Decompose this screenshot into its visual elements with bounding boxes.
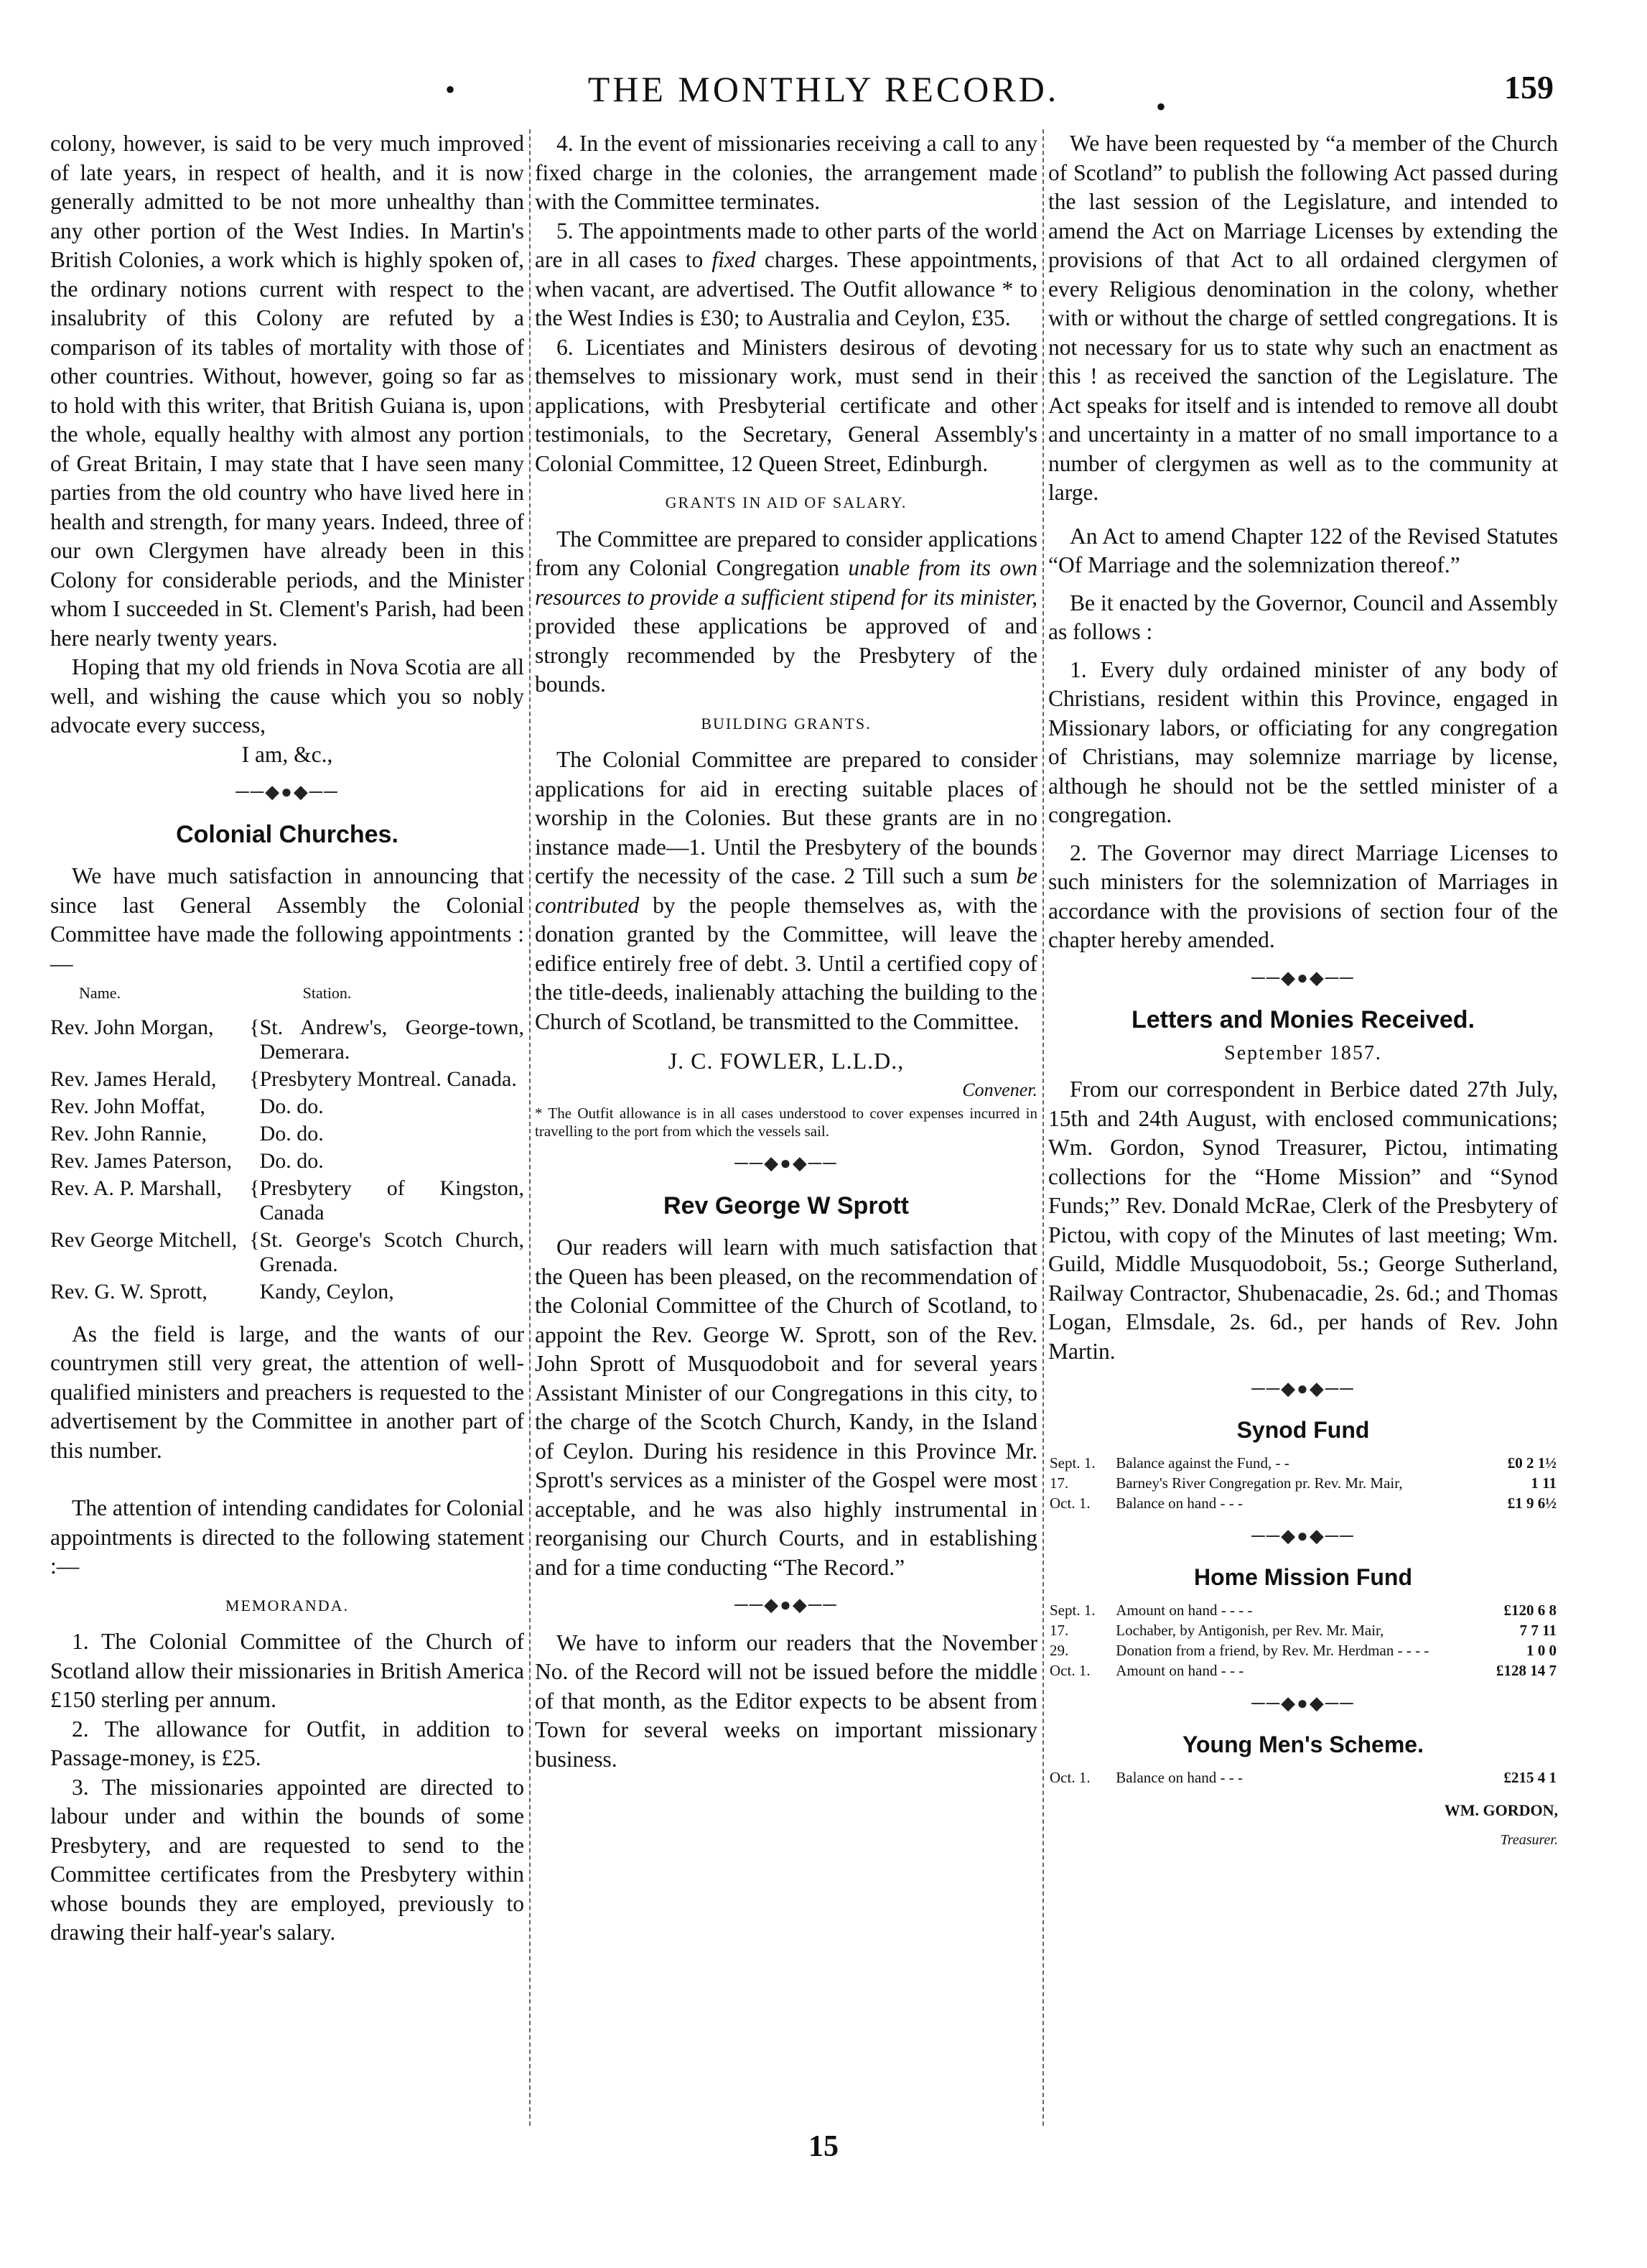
fund-row [1048,1660,1558,1681]
treasurer-role: Treasurer. [1500,1831,1558,1848]
home-mission-table [1048,1600,1558,1681]
appointment-station: St. Andrew's, George-town, Demerara. [259,1015,524,1064]
field-paragraph: As the field is large, and the wants of our countrymen still very great, the attention of well-qualified ministers and preachers is requested to the advertisement by the Committee in another part of this number. [50,1321,524,1463]
colonial-churches-title: Colonial Churches. [176,820,398,848]
fund-row [1048,1493,1558,1513]
appointment-row [50,1227,524,1278]
letter-paragraph-1: colony, however, is said to be very much improved of late years, in respect of health, and it is now generally admitted to be not more unhealthy than any other portion of the West Indies. In Martin's British Colonies, a work which is highly spoken of, the ordinary notions current with respect to the insalubrity of this Colony are refuted by a comparison of its tables of mortality with those of other countries. Without, however, going so far as to hold with this writer, that British Guiana is, upon the whole, equally healthy with almost any portion of Great Britain, I may state that I have seen many parties from the old country who have lived here in health and strength, for many years. Indeed, three of our own Clergymen have already been in this Colony for considerable periods, and the Minister whom I succeeded in St. Clement's Parish, had been here nearly twenty years. [50,131,524,651]
fund-date: 29. [1050,1642,1069,1659]
column-rule-1 [529,129,531,2126]
fund-description: Balance on hand - - - [1116,1769,1243,1786]
column-2 [535,129,1037,1774]
fund-row [1048,1640,1558,1660]
brace-mark: { [249,1176,260,1200]
fund-description: Balance on hand - - - [1116,1495,1243,1512]
building-grants-title: BUILDING GRANTS. [701,714,872,733]
grants-salary-title: GRANTS IN AID OF SALARY. [665,493,908,511]
convener-role: Convener. [962,1079,1037,1100]
fund-date: Oct. 1. [1050,1662,1091,1679]
brace-mark [249,1093,259,1120]
young-mens-title: Young Men's Scheme. [1182,1731,1424,1757]
ornament-divider: ──◆●◆── [235,781,339,802]
appointment-station: Do. do. [259,1148,324,1173]
fund-date: 17. [1050,1474,1069,1492]
page-header [0,68,1647,123]
appointment-name: Rev. John Morgan, [50,1015,214,1039]
fund-amount: 1 11 [1531,1474,1557,1492]
memorandum-4: 4. In the event of missionaries receiving a call to any fixed charge in the colonies, the arrangement made with the Committee terminates. [535,131,1037,214]
appointment-station: Presbytery Montreal. Canada. [259,1066,517,1091]
brace-mark: { [249,1066,260,1091]
letter-paragraph-2: Hoping that my old friends in Nova Scotia are all well, and wishing the cause which you so nobly advocate every success, [50,654,524,738]
appointment-station: Presbytery of Kingston, Canada [259,1176,524,1224]
page-number: 159 [1504,69,1554,106]
appointment-name: Rev George Mitchell, [50,1227,238,1252]
appointment-station: Kandy, Ceylon, [259,1279,394,1303]
signature-mark: 15 [808,2130,839,2163]
building-grants-paragraph: The Colonial Committee are prepared to consider applications for aid in erecting suitable places of worship in the Colonies. But these grants are in no instance made—1. Until the Presbytery of the bounds certify the necessity of the case. 2 Till such a sum be contributed by the people themselves as, with the donation granted by the Committee, will leave the edifice entirely free of debt. 3. Until a certified copy of the title-deeds, inalienably attaching the building to the Church of Scotland, be transmitted to the Committee. [535,747,1037,1034]
memorandum-2: 2. The allowance for Outfit, in addition to Passage-money, is £25. [50,1716,524,1770]
fund-date: 17. [1050,1622,1069,1639]
fund-amount: £215 4 1 [1503,1769,1557,1786]
appointment-station: Do. do. [259,1121,324,1145]
memoranda-title: MEMORANDA. [225,1596,350,1614]
grants-salary-paragraph: The Committee are prepared to consider applications from any Colonial Congregation unable from its own resources to provide a sufficient stipend for its minister, provided these applications be approved of and strongly recommended by the Presbytery of the bounds. [535,526,1037,697]
appointment-row [50,1093,524,1120]
act-section-1: 1. Every duly ordained minister of any body of Christians, resident within this Province, engaged in Missionary labors, or officiating for any congregation of Christians, may solemnize marriage by license, although he should not be the settled minister of a congregation. [1048,656,1558,827]
column-1 [50,129,524,1948]
memorandum-3: 3. The missionaries appointed are directed to labour under and within the bounds of some Presbytery, and are requested to send to the Committee certificates from the Presbytery within whose bounds they are employed, previously to drawing their half-year's salary. [50,1774,524,1945]
fund-amount: £1 9 6½ [1507,1495,1557,1512]
outfit-footnote: * The Outfit allowance is in all cases understood to cover expenses incurred in travelling to the port from which the vessels sail. [535,1105,1037,1140]
appointment-row [50,1148,524,1175]
fund-row [1048,1453,1558,1473]
brace-mark [249,1278,259,1306]
fund-date: Sept. 1. [1050,1602,1096,1619]
appointments-header-station: Station. [302,984,352,1002]
memorandum-1: 1. The Colonial Committee of the Church of Scotland allow their missionaries in British America £150 sterling per annum. [50,1629,524,1712]
appointment-row [50,1120,524,1148]
fund-description: Lochaber, by Antigonish, per Rev. Mr. Mair, [1116,1622,1384,1639]
fund-amount: 7 7 11 [1519,1622,1557,1639]
fund-description: Amount on hand - - - [1116,1662,1244,1679]
appointment-station: St. George's Scotch Church, Grenada. [259,1227,524,1276]
fund-row [1048,1473,1558,1493]
fund-description: Donation from a friend, by Rev. Mr. Herdman - - - - [1116,1642,1429,1659]
brace-mark [249,1148,259,1175]
fund-amount: £120 6 8 [1503,1602,1557,1619]
letters-month: September 1857. [1224,1041,1382,1064]
fund-date: Sept. 1. [1050,1454,1096,1472]
synod-fund-title: Synod Fund [1236,1416,1370,1443]
brace-mark: { [249,1015,260,1039]
young-mens-table [1048,1767,1558,1788]
appointment-row [50,1175,524,1227]
fund-description: Barney's River Congregation pr. Rev. Mr. Mair, [1116,1474,1403,1492]
appointment-name: Rev. James Paterson, [50,1148,233,1173]
appointments-header-name: Name. [79,984,121,1002]
fund-date: Oct. 1. [1050,1495,1091,1512]
fund-row [1048,1600,1558,1620]
appointment-row [50,1278,524,1306]
memorandum-6: 6. Licentiates and Ministers desirous of devoting themselves to missionary work, must send in their applications, with Presbyterial certificate and other testimonials, to the Secretary, General Assembly's Colonial Committee, 12 Queen Street, Edinburgh. [535,334,1037,476]
memorandum-5: 5. The appointments made to other parts of the world are in all cases to fixed charges. These appointments, when vacant, are advertised. The Outfit allowance * to the West Indies is £30; to Australia and Ceylon, £35. [535,218,1037,330]
appointment-name: Rev. A. P. Marshall, [50,1176,222,1200]
fund-amount: 1 0 0 [1526,1642,1557,1659]
ornament-divider: ──◆●◆── [734,1594,838,1615]
brace-mark [249,1120,259,1148]
fund-row [1048,1767,1558,1788]
column-3 [1048,129,1558,1854]
letters-monies-title: Letters and Monies Received. [1131,1006,1475,1033]
notice-paragraph: We have to inform our readers that the November No. of the Record will not be issued before the middle of that month, as the Editor expects to be absent from Town for several weeks on important missionary business. [535,1630,1037,1772]
brace-mark: { [249,1227,260,1252]
act-section-2: 2. The Governor may direct Marriage Licenses to such ministers for the solemnization of Marriages in accordance with the provisions of section four of the chapter hereby amended. [1048,840,1558,952]
appointment-name: Rev. John Rannie, [50,1121,207,1145]
synod-fund-table [1048,1453,1558,1513]
letter-closing: I am, &c., [241,741,333,767]
fund-date: Oct. 1. [1050,1769,1091,1786]
column-rule-2 [1042,129,1044,2126]
act-enactment: Be it enacted by the Governor, Council and Assembly as follows : [1048,590,1558,644]
ornament-divider: ──◆●◆── [734,1153,838,1173]
appointment-name: Rev. John Moffat, [50,1094,205,1118]
appointment-name: Rev. G. W. Sprott, [50,1279,207,1303]
appointment-name: Rev. James Herald, [50,1066,217,1091]
sprott-title: Rev George W Sprott [663,1191,909,1219]
fund-description: Balance against the Fund, - - [1116,1454,1289,1472]
running-title: THE MONTHLY RECORD. [587,69,1060,109]
fund-description: Amount on hand - - - - [1116,1602,1253,1619]
act-intro-paragraph: We have been requested by “a member of the Church of Scotland” to publish the following Act passed during the last session of the Legislature, and intended to amend the Act on Marriage Licenses by extending the provisions of that Act to all ordained clergymen of every Religious denomination in the colony, whether with or without the charge of settled congregations. It is not necessary for us to state why such an enactment as this ! as received the sanction of the Legislature. The Act speaks for itself and is intended to remove all doubt and uncertainty in a matter of no small importance to a number of clergymen as well as to the community at large. [1048,131,1558,505]
appointment-station: Do. do. [259,1094,324,1118]
fund-amount: £128 14 7 [1496,1662,1557,1679]
candidates-paragraph: The attention of intending candidates for Colonial appointments is directed to the following statement :— [50,1495,524,1579]
appointments-table [50,978,524,1306]
ornament-divider: ──◆●◆── [1251,1378,1355,1399]
ornament-divider: ──◆●◆── [1251,967,1355,988]
fund-amount: £0 2 1½ [1507,1454,1557,1472]
header-dot-right: • [1156,90,1167,123]
appointment-row [50,1014,524,1066]
appointment-row [50,1066,524,1093]
act-title: An Act to amend Chapter 122 of the Revised Statutes “Of Marriage and the solemnization thereof.” [1048,523,1558,577]
treasurer-signature: WM. GORDON, [1444,1801,1558,1819]
sprott-paragraph: Our readers will learn with much satisfaction that the Queen has been pleased, on the recommendation of the Colonial Committee of the Church of Scotland, to appoint the Rev. George W. Sprott, son of the Rev. John Sprott of Musquodoboit and for several years Assistant Minister of our Congregations in this city, to the charge of the Scotch Church, Kandy, in the Island of Ceylon. During his residence in this Province Mr. Sprott's services as a minister of the Gospel were most acceptable, and he was also highly instrumental in reorganising our Church Courts, and in establishing and for a time conducting “The Record.” [535,1235,1037,1580]
ornament-divider: ──◆●◆── [1251,1525,1355,1546]
letters-paragraph: From our correspondent in Berbice dated 27th July, 15th and 24th August, with enclosed communications; Wm. Gordon, Synod Treasurer, Pictou, intimating collections for the “Home Mission” and “Synod Funds;” Rev. Donald McRae, Clerk of the Presbytery of Pictou, with copy of the Minutes of last meeting; Wm. Guild, Middle Musquodoboit, 5s.; George Sutherland, Railway Contractor, Shubenacadie, 2s. 6d.; and Thomas Logan, Elmsdale, 2s. 6d., per hands of Rev. John Martin. [1048,1077,1558,1364]
home-mission-title: Home Mission Fund [1194,1563,1412,1590]
convener-signature: J. C. FOWLER, L.L.D., [668,1048,905,1074]
header-dot-left: • [445,73,456,106]
fund-row [1048,1620,1558,1640]
ornament-divider: ──◆●◆── [1251,1693,1355,1714]
colonial-intro: We have much satisfaction in announcing that since last General Assembly the Colonial Committee have made the following appointments :— [50,863,524,976]
